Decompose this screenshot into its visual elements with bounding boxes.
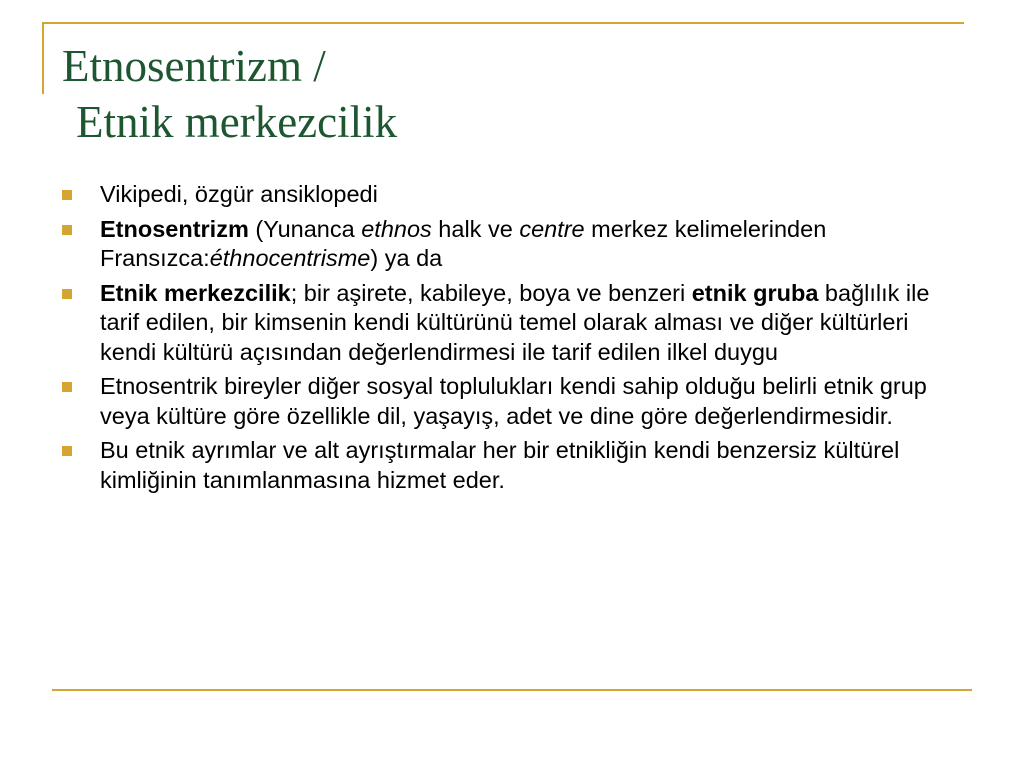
slide-title	[62, 38, 397, 150]
bold-term: Etnik merkezcilik	[100, 279, 291, 306]
bullet-text: (Yunanca	[248, 215, 362, 242]
square-bullet-icon	[62, 225, 72, 235]
bullet-text: merkez kelimelerinden Fransızca:	[100, 215, 827, 271]
bullet-text: Etnosentrik bireyler diğer sosyal toplulukları kendi sahip olduğu belirli etnik grup veya kültüre göre özellikle dil, yaşayış, adet ve dine göre değerlendirmesidir.	[100, 373, 927, 429]
bullet-item-etnosentrizm	[62, 215, 962, 274]
bold-term: etnik gruba	[691, 279, 819, 306]
bullet-text: ) ya da	[370, 245, 443, 271]
square-bullet-icon	[62, 289, 72, 299]
bullet-item-etnosentrik-bireyler	[62, 372, 962, 431]
bottom-divider-line	[52, 689, 972, 691]
title-line-1: Etnosentrizm /	[62, 41, 326, 91]
square-bullet-icon	[62, 382, 72, 392]
top-divider-line	[42, 22, 964, 24]
bullet-item-etnik-merkezcilik	[62, 279, 962, 368]
square-bullet-icon	[62, 190, 72, 200]
bullet-text: halk ve	[431, 215, 520, 242]
bullet-text: Vikipedi, özgür ansiklopedi	[100, 181, 378, 207]
title-line-2: Etnik merkezcilik	[76, 97, 398, 147]
bullet-text: ; bir aşirete, kabileye, boya ve benzeri	[290, 279, 692, 306]
square-bullet-icon	[62, 446, 72, 456]
bullet-text: bağlılık ile tarif edilen, bir kimsenin kendi kültürünü temel olarak alması ve diğer kültürleri kendi kültürü açısından değerlendirmesi ile tarif edilen ilkel duygu	[100, 279, 930, 365]
italic-term: ethnos	[361, 215, 432, 242]
bullet-text: Bu etnik ayrımlar ve alt ayrıştırmalar her bir etnikliğin kendi benzersiz kültürel kimliğinin tanımlanmasına hizmet eder.	[100, 437, 900, 493]
left-divider-line	[42, 22, 44, 94]
bold-term: Etnosentrizm	[100, 215, 249, 242]
bullet-item-etnik-ayrimlar	[62, 436, 962, 495]
bullet-item-source	[62, 180, 962, 210]
bullet-list	[62, 180, 962, 500]
italic-term: centre	[519, 215, 585, 242]
italic-term: éthnocentrisme	[209, 245, 371, 271]
